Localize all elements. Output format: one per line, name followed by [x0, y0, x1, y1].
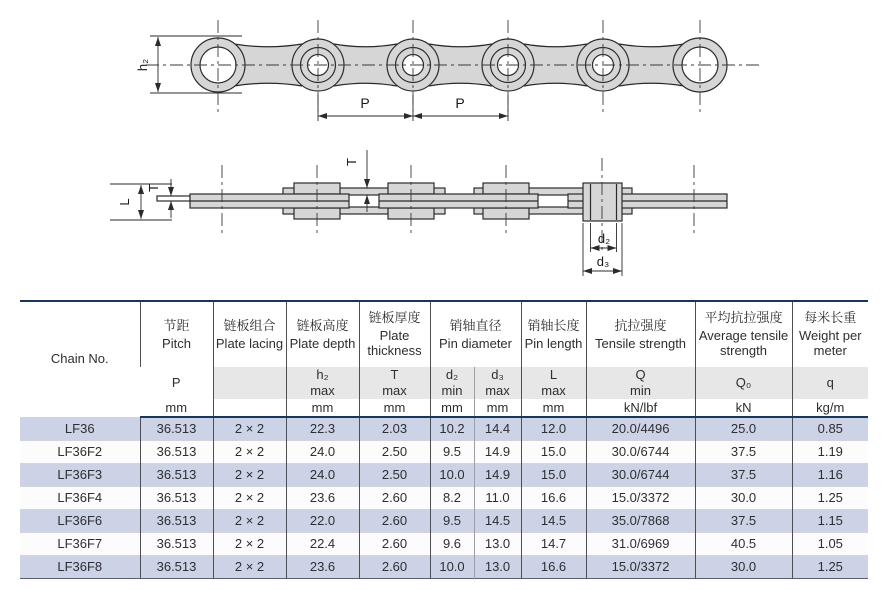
table-cell: 15.0/3372 [586, 486, 695, 509]
table-cell: LF36F3 [57, 466, 103, 482]
pitch-label-1: P [360, 95, 370, 111]
table-row [20, 463, 868, 486]
table-cell: 30.0 [695, 486, 792, 509]
header-row-symbols [20, 367, 868, 399]
col-header-pin-length: 销轴长度 Pin length [521, 301, 586, 367]
table-cell: 14.7 [521, 532, 586, 555]
header-row-units [20, 399, 868, 417]
table-cell: 30.0 [695, 555, 792, 578]
dimension-d2 [591, 223, 617, 252]
table-cell: 36.513 [140, 463, 213, 486]
symbol-cell [213, 367, 286, 399]
table-cell: 36.513 [140, 417, 213, 440]
table-cell: 9.5 [430, 509, 474, 532]
col-header-plate-depth: 链板高度 Plate depth [286, 301, 359, 367]
table-cell: 2 × 2 [213, 440, 286, 463]
unit-cell: mm [359, 399, 430, 417]
table-cell: 36.513 [140, 440, 213, 463]
table-cell: 13.0 [474, 532, 521, 555]
table-row [20, 440, 868, 463]
table-cell: 31.0/6969 [586, 532, 695, 555]
table-cell: 10.0 [430, 555, 474, 578]
table-cell: 2.50 [359, 463, 430, 486]
unit-cell: mm [521, 399, 586, 417]
table-cell: LF36F6 [57, 512, 103, 528]
table-cell: 2.60 [359, 509, 430, 532]
table-cell: 24.0 [286, 463, 359, 486]
table-cell: 11.0 [474, 486, 521, 509]
col-header-pitch: 节距 Pitch [140, 301, 213, 367]
symbol-cell: d₂ min [430, 367, 474, 399]
T-left-dimension-label: T [146, 184, 161, 192]
table-cell: LF36F4 [57, 489, 103, 505]
table-cell: 37.5 [695, 440, 792, 463]
symbol-cell: Q₀ [695, 367, 792, 399]
table-cell: 30.0/6744 [586, 440, 695, 463]
table-cell: 23.6 [286, 486, 359, 509]
table-cell: 2 × 2 [213, 555, 286, 578]
symbol-cell: P [140, 367, 213, 399]
table-row [20, 532, 868, 555]
table-cell: 37.5 [695, 509, 792, 532]
chain-technical-drawing [0, 0, 888, 296]
col-header-plate-lacing: 链板组合 Plate lacing [213, 301, 286, 367]
table-cell: 14.5 [521, 509, 586, 532]
table-cell: 2.60 [359, 532, 430, 555]
symbol-cell: T max [359, 367, 430, 399]
symbol-cell: Q min [586, 367, 695, 399]
unit-cell: mm [286, 399, 359, 417]
table-cell: 1.19 [792, 440, 868, 463]
h2-dimension-label: h₂ [135, 58, 150, 72]
table-row [20, 509, 868, 532]
col-header-plate-thickness: 链板厚度 Plate thickness [359, 301, 430, 367]
unit-cell: mm [140, 399, 213, 417]
unit-cell: kg/m [792, 399, 868, 417]
table-cell: 30.0/6744 [586, 463, 695, 486]
table-row [20, 555, 868, 578]
table-cell: 13.0 [474, 555, 521, 578]
table-cell: 40.5 [695, 532, 792, 555]
table-cell: LF36F8 [57, 558, 103, 574]
table-cell: 2 × 2 [213, 532, 286, 555]
header-row-titles [20, 301, 868, 367]
table-cell: 16.6 [521, 486, 586, 509]
d2-dimension-label: d₂ [597, 231, 611, 246]
table-cell: 1.25 [792, 486, 868, 509]
side-view-diagram [135, 20, 760, 121]
plan-view-diagram [110, 150, 727, 276]
table-row [20, 486, 868, 509]
table-cell: 22.4 [286, 532, 359, 555]
table-cell: 1.16 [792, 463, 868, 486]
col-header-pin-diameter: 销轴直径 Pin diameter [430, 301, 521, 367]
table-cell: 14.5 [474, 509, 521, 532]
table-cell: 14.9 [474, 440, 521, 463]
table-cell: 36.513 [140, 532, 213, 555]
table-cell: 12.0 [521, 417, 586, 440]
table-cell: 22.3 [286, 417, 359, 440]
table-cell: 36.513 [140, 509, 213, 532]
table-cell: 2.60 [359, 555, 430, 578]
table-cell: 2 × 2 [213, 486, 286, 509]
dimension-pitch [318, 95, 508, 121]
table-cell: 9.6 [430, 532, 474, 555]
unit-cell: mm [430, 399, 474, 417]
table-cell: 2.50 [359, 440, 430, 463]
table-cell: LF36 [64, 420, 95, 436]
T-top-dimension-label: T [344, 158, 359, 166]
table-cell: LF36F7 [57, 535, 103, 551]
table-cell: 15.0 [521, 440, 586, 463]
unit-cell: kN [695, 399, 792, 417]
table-cell: 16.6 [521, 555, 586, 578]
table-cell: 25.0 [695, 417, 792, 440]
table-cell: 1.05 [792, 532, 868, 555]
table-row [20, 417, 868, 440]
table-cell: 37.5 [695, 463, 792, 486]
table-cell: 2.03 [359, 417, 430, 440]
table-cell: 14.4 [474, 417, 521, 440]
col-header-weight-per-meter: 每米长重 Weight per meter [792, 301, 868, 367]
table-cell: 14.9 [474, 463, 521, 486]
table-cell: 0.85 [792, 417, 868, 440]
table-cell: 22.0 [286, 509, 359, 532]
table-cell: 36.513 [140, 486, 213, 509]
unit-cell: mm [474, 399, 521, 417]
table-cell: 24.0 [286, 440, 359, 463]
unit-cell: kN/lbf [586, 399, 695, 417]
table-cell: 9.5 [430, 440, 474, 463]
symbol-cell: q [792, 367, 868, 399]
table-cell: 2.60 [359, 486, 430, 509]
table-cell: 1.25 [792, 555, 868, 578]
table-cell: 35.0/7868 [586, 509, 695, 532]
table-cell: LF36F2 [57, 443, 103, 459]
table-cell: 10.2 [430, 417, 474, 440]
table-cell: 15.0 [521, 463, 586, 486]
d3-dimension-label: d₃ [596, 254, 610, 269]
table-cell: 2 × 2 [213, 463, 286, 486]
symbol-cell: h₂ max [286, 367, 359, 399]
table-cell: 20.0/4496 [586, 417, 695, 440]
col-header-tensile-strength: 抗拉强度 Tensile strength [586, 301, 695, 367]
pitch-label-2: P [455, 95, 465, 111]
table-cell: 15.0/3372 [586, 555, 695, 578]
table-cell: 1.15 [792, 509, 868, 532]
table-cell: 23.6 [286, 555, 359, 578]
col-header-average-tensile-strength: 平均抗拉强度 Average tensile strength [695, 301, 792, 367]
symbol-cell: L max [521, 367, 586, 399]
symbol-cell: d₃ max [474, 367, 521, 399]
L-dimension-label: L [117, 198, 132, 206]
dimension-L [110, 184, 172, 220]
pin-block [583, 183, 622, 221]
col-header-chain-no: Chain No. [50, 351, 109, 367]
table-cell: 10.0 [430, 463, 474, 486]
table-cell: 2 × 2 [213, 417, 286, 440]
chain-spec-table [20, 300, 868, 579]
table-cell: 8.2 [430, 486, 474, 509]
unit-cell [213, 399, 286, 417]
table-cell: 36.513 [140, 555, 213, 578]
table-cell: 2 × 2 [213, 509, 286, 532]
